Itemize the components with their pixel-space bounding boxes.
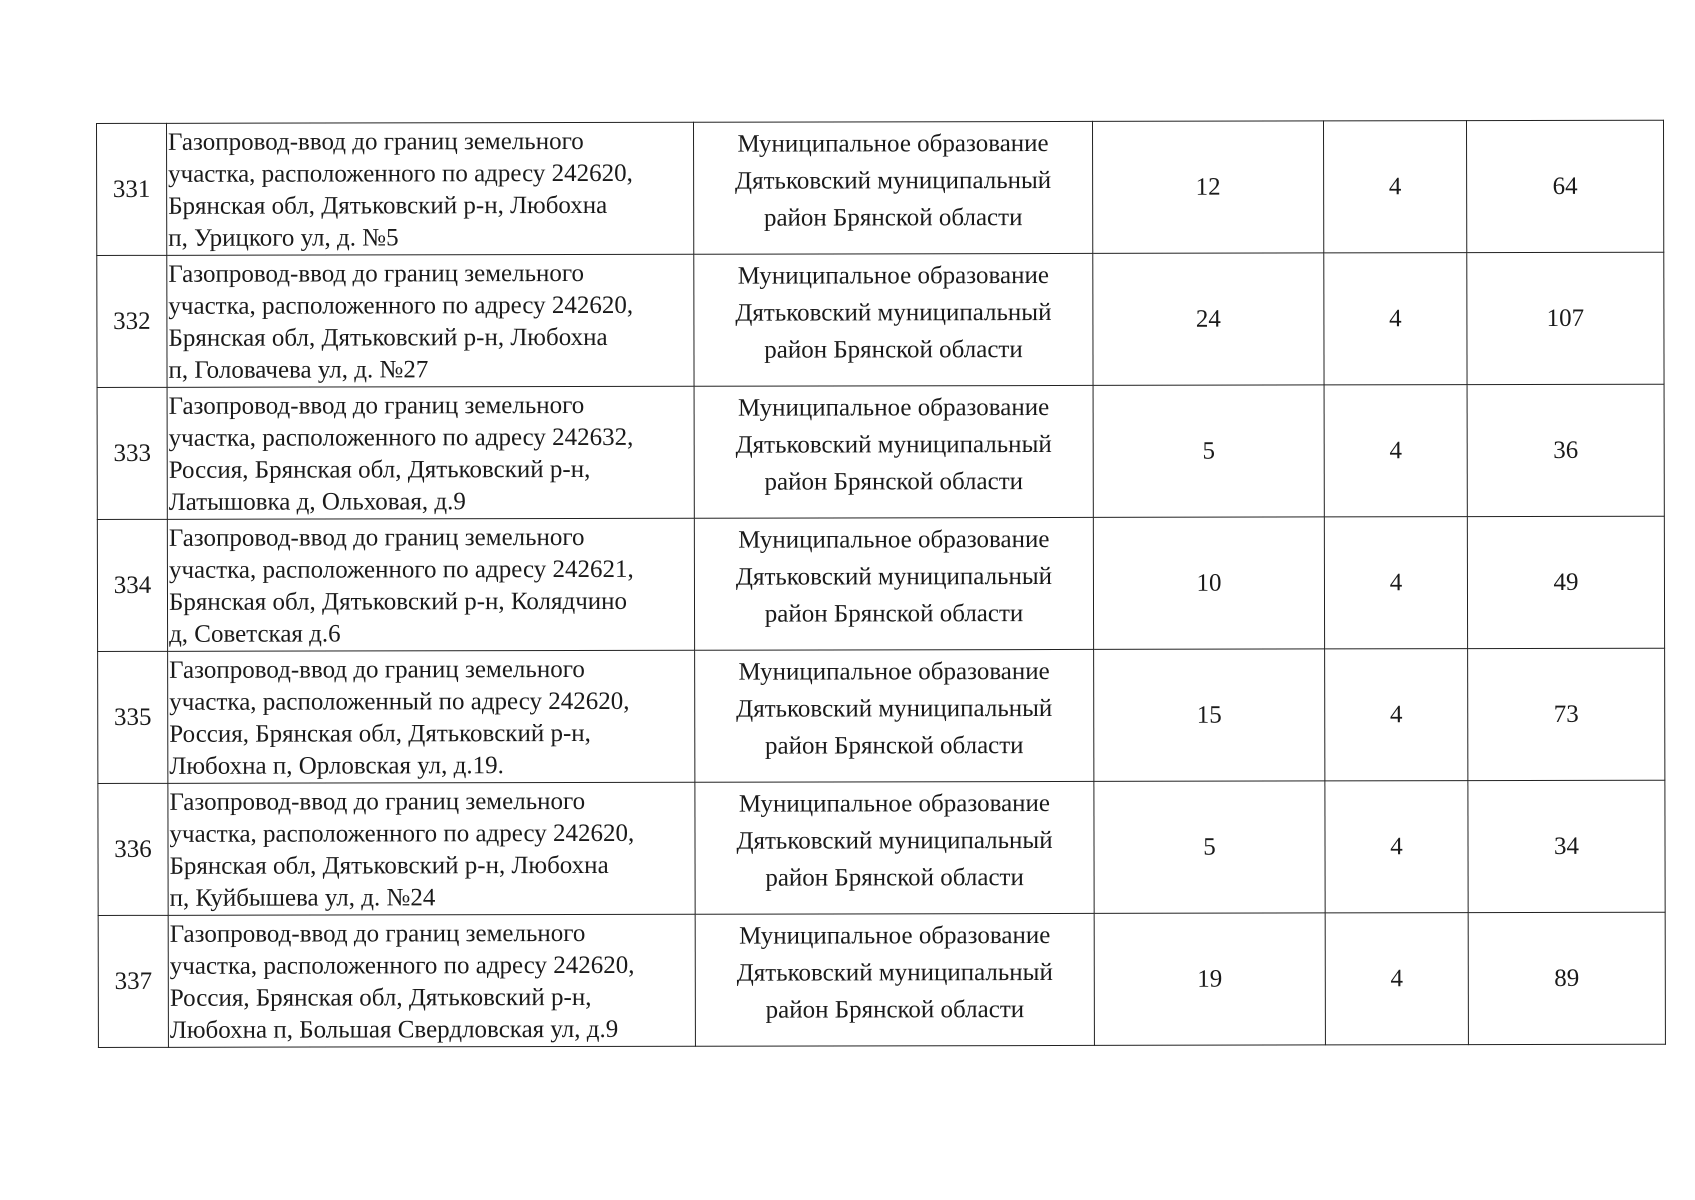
table-row xyxy=(98,912,1665,1047)
length-cell: 15 xyxy=(1094,649,1325,781)
length-cell: 24 xyxy=(1093,253,1324,385)
description-line: Брянская обл, Дятьковский р-н, Колядчино xyxy=(168,587,628,616)
table-row xyxy=(97,384,1664,519)
description-line: Газопровод-ввод до границ земельного xyxy=(169,655,585,684)
row-number: 333 xyxy=(97,387,167,519)
owner-line: Муниципальное образование xyxy=(738,790,1051,818)
table-row xyxy=(97,120,1664,255)
value-cell: 49 xyxy=(1467,516,1664,648)
description-line: Любохна п, Большая Свердловская ул, д.9 xyxy=(169,1015,619,1044)
length-cell: 19 xyxy=(1094,913,1325,1045)
table-row xyxy=(98,648,1665,783)
description-line: Брянская обл, Дятьковский р-н, Любохна xyxy=(169,851,609,880)
value-cell: 89 xyxy=(1468,912,1665,1044)
length-cell: 5 xyxy=(1094,781,1325,913)
object-description xyxy=(167,254,694,387)
diameter-cell: 4 xyxy=(1323,121,1466,253)
description-line: п, Головачева ул, д. №27 xyxy=(168,355,429,384)
object-description xyxy=(167,518,694,651)
owner-line: район Брянской области xyxy=(764,468,1024,496)
description-line: Россия, Брянская обл, Дятьковский р-н, xyxy=(169,719,591,748)
diameter-cell: 4 xyxy=(1325,781,1468,913)
row-number: 332 xyxy=(97,255,167,387)
owner-line: район Брянской области xyxy=(765,864,1024,892)
owner-line: Муниципальное образование xyxy=(738,658,1050,686)
row-number: 337 xyxy=(98,915,168,1047)
owner-line: район Брянской области xyxy=(764,336,1023,364)
owner-cell xyxy=(694,385,1093,518)
owner-line: Дятьковский муниципальный xyxy=(735,298,1052,327)
value-cell: 64 xyxy=(1466,120,1663,252)
description-line: Газопровод-ввод до границ земельного xyxy=(168,391,585,420)
description-line: д, Советская д.6 xyxy=(169,619,341,648)
description-line: Брянская обл, Дятьковский р-н, Любохна xyxy=(168,191,608,220)
object-description xyxy=(168,914,695,1047)
owner-cell xyxy=(695,649,1094,782)
owner-cell xyxy=(695,781,1094,914)
value-cell: 36 xyxy=(1467,384,1664,516)
object-description xyxy=(167,122,694,255)
description-line: п, Урицкого ул, д. №5 xyxy=(168,223,399,252)
object-description xyxy=(168,650,695,783)
table-row xyxy=(98,780,1665,915)
description-line: участка, расположенного по адресу 242620, xyxy=(169,951,635,980)
owner-cell xyxy=(693,121,1092,254)
owner-cell xyxy=(694,253,1093,386)
object-description xyxy=(167,386,694,519)
description-line: п, Куйбышева ул, д. №24 xyxy=(169,883,436,912)
length-cell: 10 xyxy=(1093,517,1324,649)
row-number: 331 xyxy=(97,123,167,255)
owner-line: район Брянской области xyxy=(765,996,1025,1024)
owner-line: Муниципальное образование xyxy=(737,394,1050,422)
diameter-cell: 4 xyxy=(1324,253,1467,385)
length-cell: 12 xyxy=(1092,121,1323,253)
row-number: 334 xyxy=(97,519,167,651)
description-line: участка, расположенного по адресу 242632, xyxy=(168,423,634,452)
owner-line: район Брянской области xyxy=(765,732,1024,760)
description-line: участка, расположенный по адресу 242620, xyxy=(169,687,630,716)
owner-line: Муниципальное образование xyxy=(739,922,1051,950)
owner-cell xyxy=(694,517,1093,650)
value-cell: 107 xyxy=(1467,252,1664,384)
description-line: Любохна п, Орловская ул, д.19. xyxy=(169,751,504,780)
description-line: участка, расположенного по адресу 242621, xyxy=(168,555,634,584)
owner-line: Муниципальное образование xyxy=(737,262,1049,290)
owner-line: район Брянской области xyxy=(764,600,1024,628)
owner-line: Дятьковский муниципальный xyxy=(735,430,1052,459)
description-line: Газопровод-ввод до границ земельного xyxy=(168,259,585,288)
description-line: Россия, Брянская обл, Дятьковский р-н, xyxy=(169,983,592,1012)
owner-line: Муниципальное образование xyxy=(738,526,1050,554)
value-cell: 34 xyxy=(1468,780,1665,912)
owner-line: Дятьковский муниципальный xyxy=(736,694,1053,723)
description-line: Газопровод-ввод до границ земельного xyxy=(168,127,584,156)
owner-line: Дятьковский муниципальный xyxy=(736,826,1053,855)
owner-line: Дятьковский муниципальный xyxy=(735,562,1053,591)
row-number: 336 xyxy=(98,783,168,915)
gas-pipeline-table xyxy=(96,120,1666,1048)
length-cell: 5 xyxy=(1093,385,1324,517)
owner-cell xyxy=(695,913,1094,1046)
table-row xyxy=(97,516,1664,651)
description-line: Латышовка д, Ольховая, д.9 xyxy=(168,487,466,516)
diameter-cell: 4 xyxy=(1325,913,1468,1045)
owner-line: район Брянской области xyxy=(763,204,1023,232)
description-line: Газопровод-ввод до границ земельного xyxy=(169,787,586,816)
description-line: Газопровод-ввод до границ земельного xyxy=(168,523,585,552)
description-line: участка, расположенного по адресу 242620, xyxy=(169,819,635,848)
description-line: Газопровод-ввод до границ земельного xyxy=(169,919,586,948)
table-row xyxy=(97,252,1664,387)
owner-line: Дятьковский муниципальный xyxy=(736,958,1053,987)
description-line: Брянская обл, Дятьковский р-н, Любохна xyxy=(168,323,608,352)
value-cell: 73 xyxy=(1468,648,1665,780)
object-description xyxy=(168,782,695,915)
owner-line: Муниципальное образование xyxy=(737,130,1049,158)
description-line: Россия, Брянская обл, Дятьковский р-н, xyxy=(168,455,591,484)
row-number: 335 xyxy=(98,651,168,783)
diameter-cell: 4 xyxy=(1325,649,1468,781)
diameter-cell: 4 xyxy=(1324,385,1467,517)
description-line: участка, расположенного по адресу 242620, xyxy=(168,159,633,188)
diameter-cell: 4 xyxy=(1324,517,1467,649)
description-line: участка, расположенного по адресу 242620, xyxy=(168,291,634,320)
owner-line: Дятьковский муниципальный xyxy=(735,166,1052,195)
